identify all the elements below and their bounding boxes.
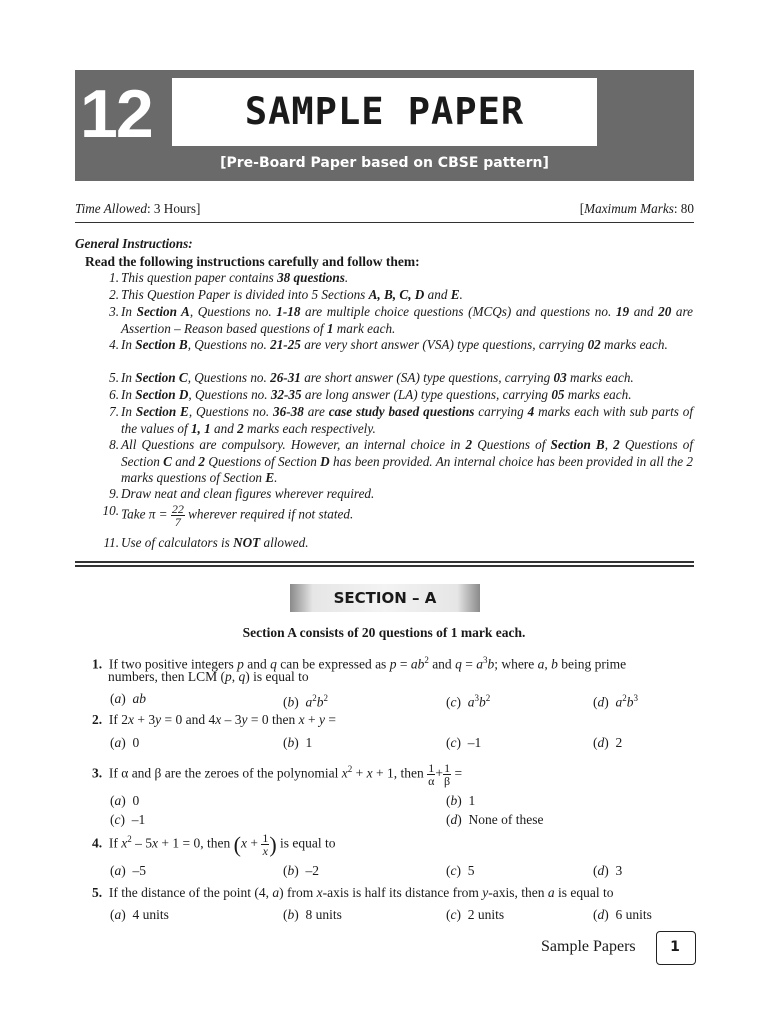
instruction-text: Use of calculators is NOT allowed. (121, 535, 309, 550)
paper-title: SAMPLE PAPER (244, 90, 525, 133)
instruction-text: Draw neat and clean figures wherever required. (121, 486, 375, 501)
instruction-text: In Section E, Questions no. 36-38 are case study based questions carrying 4 marks each with sub parts of the values of 1, 1 and 2 marks each respectively. (121, 404, 694, 436)
instruction-text: Take π = $\frac{22}{7}$ wherever required if not stated. (121, 502, 354, 529)
instructions-heading: General Instructions: (75, 236, 193, 251)
marks-prefix: [ (579, 201, 585, 216)
answer-option: (d) 3 (593, 863, 623, 878)
answer-option: (b) 8 units (283, 907, 342, 922)
question-text: 4. If $x^2 - 5x + 1 = 0$, then (x + $\frac{1}{x}$ ) is equal to (92, 830, 336, 858)
instruction-number: 4. (109, 337, 119, 352)
instruction-text: All Questions are compulsory. However, an internal choice in 2 Questions of Section B, 2 Questions of Section C and 2 Questions of Section D has been provided. An internal choice has been provided in all the 2 marks questions of Section E. (121, 437, 694, 485)
question-text: 2. If 2x + 3y = 0 and 4x – 3y = 0 then x + y = (92, 712, 336, 727)
marks-label: Maximum Marks (584, 201, 674, 216)
question-text: 1. If two positive integers p and q can be expressed as $p = ab^2$ and $q = a^3b$; where a, b being prime (92, 655, 627, 672)
instruction-number: 9. (109, 486, 119, 501)
divider (75, 565, 694, 567)
answer-option: (a) –5 (110, 863, 146, 878)
answer-option: (a) 0 (110, 793, 140, 808)
question-text: 5. If the distance of the point (4, a) from x-axis is half its distance from y-axis, then a is equal to (92, 885, 614, 900)
page-number: 1 (670, 939, 680, 955)
instruction-text: This question paper contains 38 questions. (121, 270, 349, 285)
instruction-text: In Section D, Questions no. 32-35 are long answer (LA) type questions, carrying 05 marks each. (121, 387, 632, 402)
instruction-number: 5. (109, 370, 119, 385)
answer-option: (c) –1 (446, 735, 482, 750)
answer-option: (a) 4 units (110, 907, 169, 922)
answer-option: (b) 1 (283, 735, 313, 750)
answer-option: (d) None of these (446, 812, 544, 827)
instruction-number: 8. (109, 437, 119, 452)
instruction-text: In Section C, Questions no. 26-31 are short answer (SA) type questions, carrying 03 marks each. (121, 370, 634, 385)
divider (75, 561, 694, 563)
section-label: SECTION – A (333, 589, 437, 607)
marks-value: : 80 (673, 201, 694, 216)
paper-subtitle: [Pre-Board Paper based on CBSE pattern] (220, 155, 549, 171)
answer-option: (a) 0 (110, 735, 140, 750)
answer-option: (c) –1 (110, 812, 146, 827)
answer-option: (c) 2 units (446, 907, 505, 922)
paper-number: 12 (80, 76, 152, 152)
answer-option: (d) $a^2b^3$ (593, 693, 638, 710)
question-text-continued: numbers, then LCM (p, q) is equal to (108, 669, 309, 684)
question-text: 3. If α and β are the zeroes of the polynomial $x^2 + x + 1$, then $\frac{1}{\alpha}$ + $\frac{1}{\beta}$ = (92, 760, 463, 788)
answer-option: (c) $a^3b^2$ (446, 693, 491, 710)
instruction-number: 1. (109, 270, 119, 285)
divider (75, 222, 694, 223)
maximum-marks (580, 200, 694, 217)
answer-option: (d) 2 (593, 735, 623, 750)
instruction-number: 10. (102, 503, 119, 518)
instruction-number: 6. (109, 387, 119, 402)
instruction-number: 11. (103, 535, 119, 550)
answer-option: (d) 6 units (593, 907, 652, 922)
answer-option: (a) ab (110, 691, 146, 706)
time-value: : 3 Hours] (146, 201, 201, 216)
instruction-number: 2. (109, 287, 119, 302)
footer-label: Sample Papers (541, 938, 636, 955)
answer-option: (c) 5 (446, 863, 475, 878)
section-description: Section A consists of 20 questions of 1 mark each. (242, 625, 526, 640)
answer-option: (b) –2 (283, 863, 319, 878)
answer-option: (b) 1 (446, 793, 476, 808)
instruction-text: In Section B, Questions no. 21-25 are very short answer (VSA) type questions, carrying 02 marks each. (121, 337, 668, 352)
answer-option: (b) $a^2b^2$ (283, 693, 328, 710)
time-allowed (75, 200, 200, 217)
instruction-text: In Section A, Questions no. 1-18 are multiple choice questions (MCQs) and questions no. 19 and 20 are Assertion – Reason based questions of 1 mark each. (121, 304, 694, 336)
time-label: Time Allowed (75, 201, 147, 216)
instruction-text: This Question Paper is divided into 5 Sections A, B, C, D and E. (121, 287, 463, 302)
instructions-lead: Read the following instructions carefully and follow them: (85, 254, 420, 269)
instruction-number: 7. (109, 404, 119, 419)
instruction-number: 3. (109, 304, 119, 319)
